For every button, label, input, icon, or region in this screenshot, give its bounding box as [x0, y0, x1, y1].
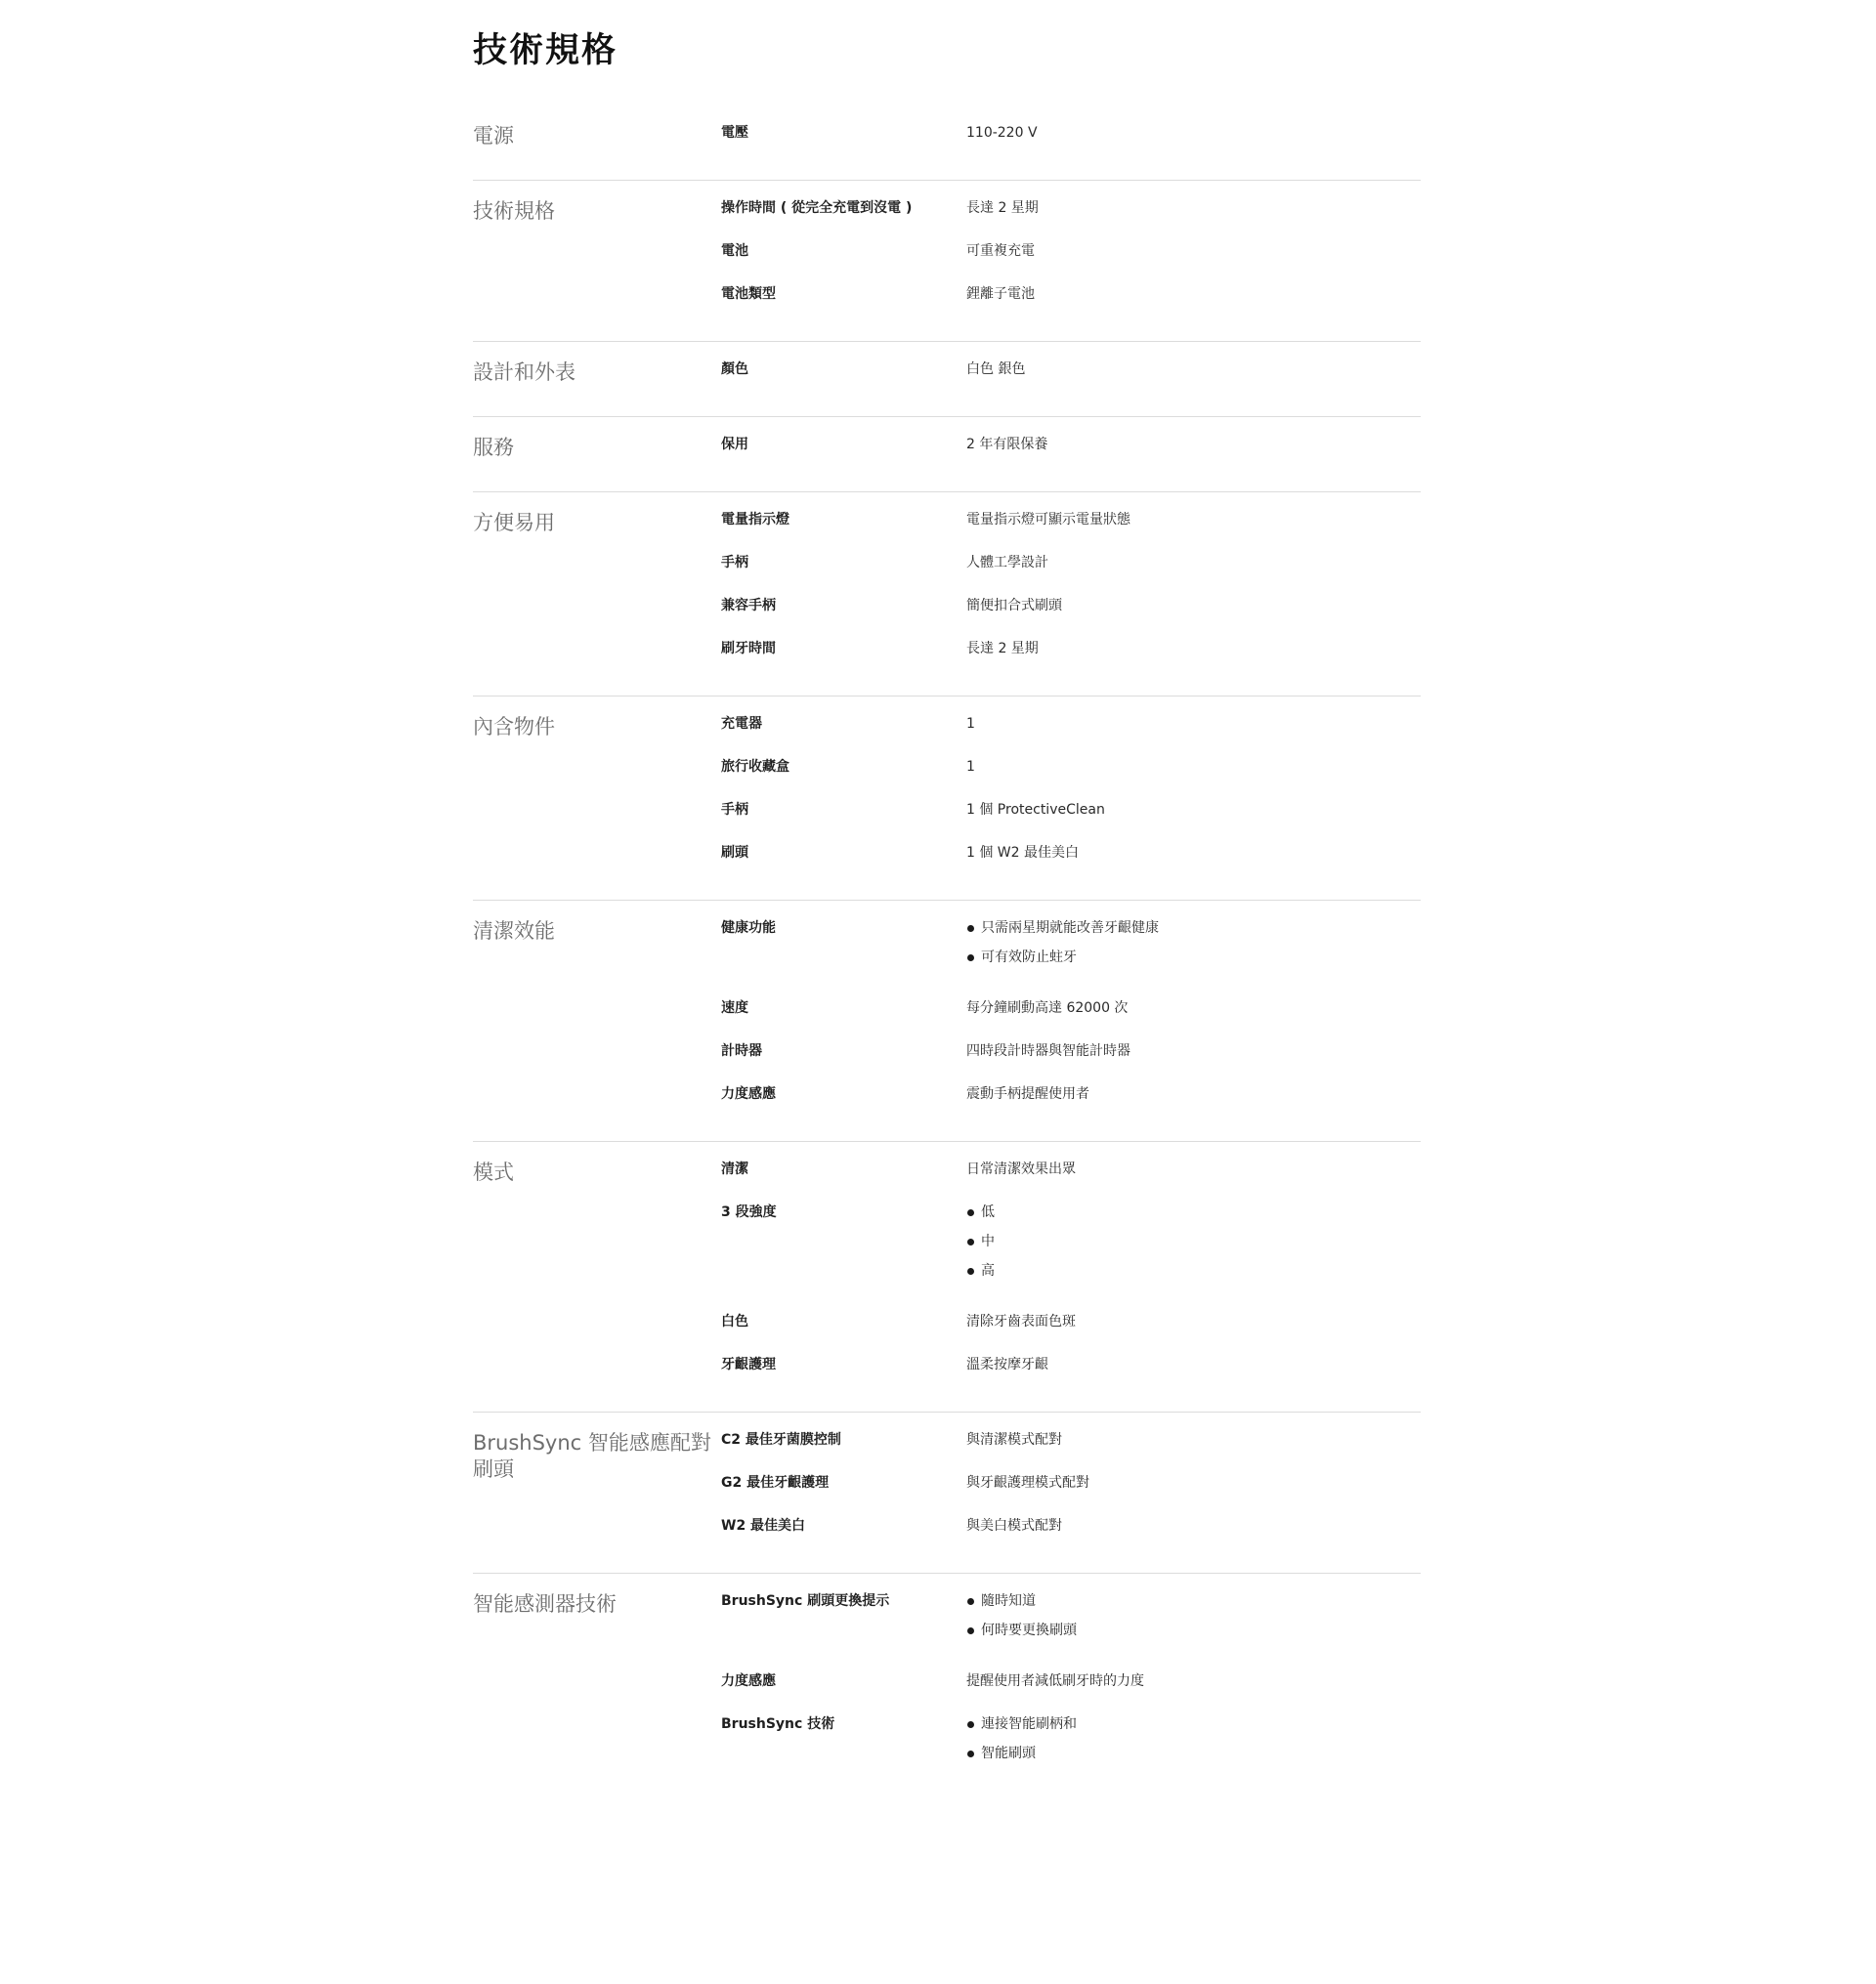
spec-section: [473, 417, 1421, 492]
spec-row: [721, 745, 1421, 788]
spec-value-list: [966, 1593, 1421, 1638]
spec-label: 兼容手柄: [721, 598, 776, 613]
spec-row: [721, 831, 1421, 874]
spec-rows: [721, 907, 1421, 1116]
spec-section: [473, 1413, 1421, 1574]
spec-row: [721, 1030, 1421, 1073]
spec-value: 1 個 W2 最佳美白: [966, 845, 1080, 861]
spec-value: 與牙齦護理模式配對: [966, 1475, 1089, 1491]
spec-row: [721, 498, 1421, 541]
spec-value: [966, 1593, 1421, 1646]
spec-value: 與美白模式配對: [966, 1518, 1062, 1534]
section-category: 清潔效能: [473, 919, 555, 943]
spec-value: 與清潔模式配對: [966, 1432, 1062, 1448]
spec-row: [721, 1660, 1421, 1703]
spec-row: [721, 907, 1421, 987]
spec-value: 110-220 V: [966, 125, 1038, 141]
spec-label: 牙齦護理: [721, 1357, 776, 1372]
spec-section: [473, 697, 1421, 901]
section-category: 電源: [473, 124, 514, 148]
spec-label: G2 最佳牙齦護理: [721, 1475, 830, 1491]
spec-label: C2 最佳牙菌膜控制: [721, 1432, 841, 1448]
spec-label: 電量指示燈: [721, 512, 789, 528]
spec-label: BrushSync 技術: [721, 1716, 835, 1732]
spec-section: [473, 1142, 1421, 1413]
spec-section: [473, 342, 1421, 417]
spec-label: 電池: [721, 243, 748, 259]
spec-rows: [721, 187, 1421, 316]
section-category: 智能感測器技術: [473, 1592, 617, 1616]
spec-row: [721, 1418, 1421, 1461]
spec-row: [721, 1148, 1421, 1191]
spec-label: 健康功能: [721, 920, 776, 936]
spec-row: [721, 788, 1421, 831]
spec-row: [721, 1191, 1421, 1300]
spec-section: [473, 1574, 1421, 1808]
spec-row: [721, 1504, 1421, 1547]
spec-label: 刷頭: [721, 845, 748, 861]
spec-label: 顏色: [721, 361, 748, 377]
spec-row: [721, 230, 1421, 273]
spec-value-list-item: 隨時知道: [966, 1593, 1421, 1609]
spec-label: 手柄: [721, 555, 748, 570]
specs-page: [473, 0, 1421, 1808]
section-category: 設計和外表: [473, 360, 576, 384]
spec-rows: [721, 1580, 1421, 1783]
spec-value: 可重複充電: [966, 243, 1035, 259]
spec-row: [721, 111, 1421, 154]
spec-row: [721, 1461, 1421, 1504]
spec-value: [966, 920, 1421, 973]
spec-rows: [721, 1418, 1421, 1547]
spec-section: [473, 181, 1421, 342]
spec-value: 1 個 ProtectiveClean: [966, 802, 1105, 818]
spec-value: 震動手柄提醒使用者: [966, 1086, 1089, 1102]
spec-value-list-item: 何時要更換刷頭: [966, 1623, 1421, 1638]
section-category: BrushSync 智能感應配對刷頭: [473, 1431, 711, 1481]
section-category: 技術規格: [473, 199, 555, 223]
section-category: 內含物件: [473, 715, 555, 739]
spec-value: 四時段計時器與智能計時器: [966, 1043, 1130, 1059]
spec-section: [473, 106, 1421, 181]
spec-value-list-item: 中: [966, 1234, 1421, 1249]
spec-value: 清除牙齒表面色斑: [966, 1314, 1076, 1330]
spec-row: [721, 1300, 1421, 1343]
spec-label: 3 段強度: [721, 1204, 777, 1220]
spec-value: 長達 2 星期: [966, 200, 1039, 216]
spec-rows: [721, 423, 1421, 466]
spec-value-list: [966, 920, 1421, 965]
spec-value: 2 年有限保養: [966, 437, 1048, 452]
spec-label: 力度感應: [721, 1673, 776, 1689]
spec-value: 人體工學設計: [966, 555, 1048, 570]
spec-rows: [721, 348, 1421, 391]
spec-row: [721, 273, 1421, 316]
spec-label: 計時器: [721, 1043, 762, 1059]
spec-label: BrushSync 刷頭更換提示: [721, 1593, 890, 1609]
section-category: 模式: [473, 1161, 514, 1184]
spec-section: [473, 901, 1421, 1142]
spec-value: 提醒使用者減低刷牙時的力度: [966, 1673, 1144, 1689]
spec-value: 鋰離子電池: [966, 286, 1035, 302]
spec-section: [473, 492, 1421, 697]
spec-rows: [721, 498, 1421, 670]
spec-rows: [721, 702, 1421, 874]
spec-row: [721, 1703, 1421, 1783]
spec-value: 溫柔按摩牙齦: [966, 1357, 1048, 1372]
spec-row: [721, 1343, 1421, 1386]
spec-row: [721, 423, 1421, 466]
spec-value-list: [966, 1204, 1421, 1279]
spec-label: 電池類型: [721, 286, 776, 302]
spec-label: 速度: [721, 1000, 748, 1016]
spec-value: 1: [966, 759, 975, 775]
spec-label: 操作時間 ( 從完全充電到沒電 ): [721, 200, 913, 216]
spec-value: 長達 2 星期: [966, 641, 1039, 656]
spec-row: [721, 584, 1421, 627]
spec-label: 清潔: [721, 1161, 748, 1177]
spec-label: 白色: [721, 1314, 748, 1330]
spec-value: 日常清潔效果出眾: [966, 1161, 1076, 1177]
spec-row: [721, 541, 1421, 584]
spec-value-list-item: 連接智能刷柄和: [966, 1716, 1421, 1732]
section-category: 方便易用: [473, 511, 555, 534]
spec-rows: [721, 1148, 1421, 1386]
spec-label: 旅行收藏盒: [721, 759, 789, 775]
spec-value: [966, 1204, 1421, 1287]
spec-row: [721, 702, 1421, 745]
spec-value: 1: [966, 716, 975, 732]
spec-label: 充電器: [721, 716, 762, 732]
spec-row: [721, 187, 1421, 230]
spec-value-list-item: 智能刷頭: [966, 1746, 1421, 1761]
spec-value: 白色 銀色: [966, 361, 1026, 377]
spec-row: [721, 1073, 1421, 1116]
spec-value: [966, 1716, 1421, 1769]
spec-label: 刷牙時間: [721, 641, 776, 656]
spec-value: 簡便扣合式刷頭: [966, 598, 1062, 613]
spec-value-list-item: 可有效防止蛀牙: [966, 950, 1421, 965]
spec-row: [721, 627, 1421, 670]
section-category: 服務: [473, 436, 514, 459]
spec-label: 電壓: [721, 125, 748, 141]
spec-row: [721, 987, 1421, 1030]
spec-value: 電量指示燈可顯示電量狀態: [966, 512, 1130, 528]
spec-value: 每分鐘刷動高達 62000 次: [966, 1000, 1129, 1016]
spec-label: 保用: [721, 437, 748, 452]
spec-value-list-item: 只需兩星期就能改善牙齦健康: [966, 920, 1421, 936]
spec-row: [721, 348, 1421, 391]
spec-sections: [473, 106, 1421, 1808]
spec-value-list: [966, 1716, 1421, 1761]
spec-value-list-item: 低: [966, 1204, 1421, 1220]
spec-label: W2 最佳美白: [721, 1518, 806, 1534]
spec-label: 手柄: [721, 802, 748, 818]
spec-rows: [721, 111, 1421, 154]
spec-label: 力度感應: [721, 1086, 776, 1102]
spec-row: [721, 1580, 1421, 1660]
page-title: 技術規格: [473, 31, 618, 70]
spec-value-list-item: 高: [966, 1263, 1421, 1279]
